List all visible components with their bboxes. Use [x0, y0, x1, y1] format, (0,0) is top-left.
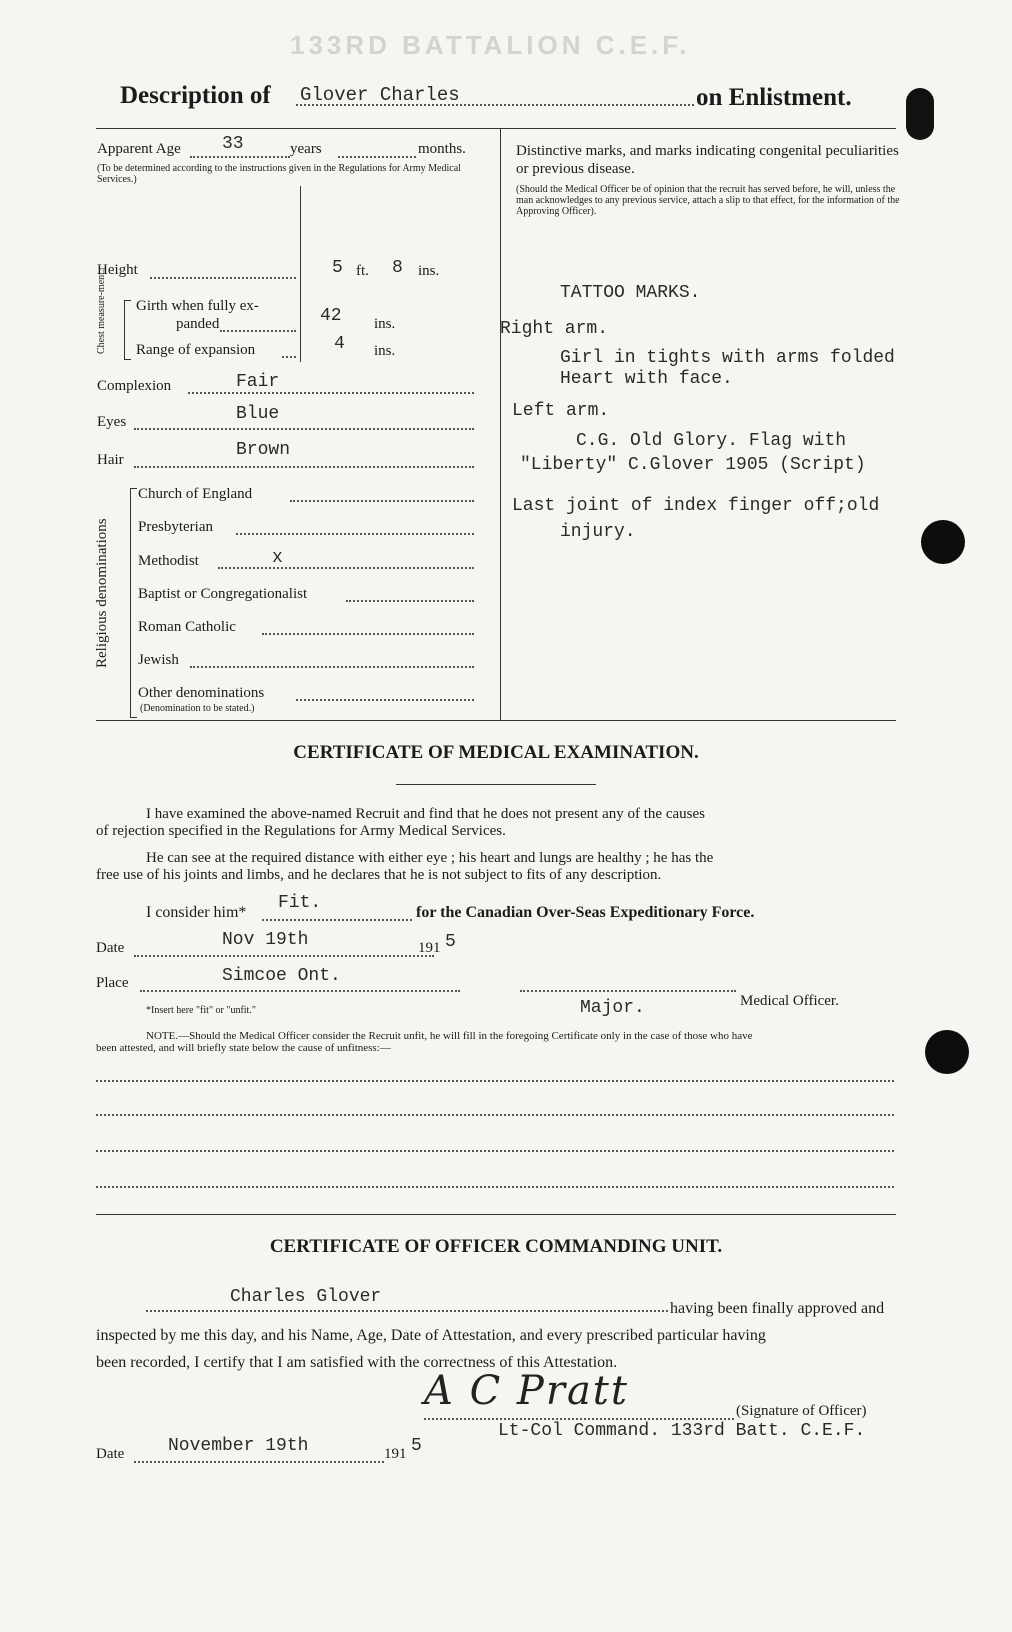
signature-label: (Signature of Officer): [736, 1403, 867, 1419]
unfitness-line-3: [96, 1150, 894, 1152]
complexion-label: Complexion: [97, 378, 172, 394]
top-rule: [96, 128, 896, 129]
medical-bottom-rule: [96, 1214, 896, 1215]
medical-date-year-suffix: 5: [445, 932, 456, 952]
unfitness-line-2: [96, 1114, 894, 1116]
religion-roman-catholic: Roman Catholic: [138, 619, 236, 635]
mark-liberty: "Liberty" C.Glover 1905 (Script): [520, 455, 866, 475]
age-value: 33: [222, 134, 244, 154]
religion-baptist: Baptist or Congregationalist: [138, 586, 308, 602]
consider-value: Fit.: [278, 893, 322, 913]
section-rule: [96, 720, 896, 721]
religion-other: Other denominations: [138, 685, 265, 701]
unfit-note-line2: been attested, and will briefly state below the cause of unfitness:—: [96, 1042, 391, 1054]
mark-injury: injury.: [560, 522, 636, 542]
recruit-name: Glover Charles: [300, 84, 460, 106]
religion-methodist-mark: x: [272, 548, 283, 568]
religion-line-7: [296, 699, 474, 701]
previous-service-note: (Should the Medical Officer be of opinion that the recruit has served before, he will, unless the man acknowledges to any previous service, attach a slip to that effect, for the information of the Approving Officer).: [516, 184, 900, 217]
commanding-date-year-prefix: 191: [384, 1446, 407, 1462]
signature-line: [424, 1418, 734, 1420]
mark-finger: Last joint of index finger off;old: [512, 496, 880, 516]
age-line: [190, 156, 290, 158]
hair-label: Hair: [97, 452, 124, 468]
column-divider: [500, 128, 501, 720]
medical-para1-line1: I have examined the above-named Recruit and find that he does not present any of the causes: [146, 806, 705, 822]
religion-church-of-england: Church of England: [138, 486, 253, 502]
chest-brace: [124, 300, 131, 360]
medical-date-line: [134, 955, 434, 957]
commanding-line3: been recorded, I certify that I am satisfied with the correctness of this Attestation.: [96, 1354, 618, 1371]
ins-label: ins.: [418, 263, 440, 279]
commanding-recruit-name: Charles Glover: [230, 1287, 382, 1307]
range-unit: ins.: [374, 343, 396, 359]
tattoo-marks-heading: TATTOO MARKS.: [560, 283, 701, 303]
religion-line-6: [190, 666, 474, 668]
religion-line-4: [346, 600, 474, 602]
commanding-line2: inspected by me this day, and his Name, Age, Date of Attestation, and every prescribed particular having: [96, 1327, 766, 1344]
place-value: Simcoe Ont.: [222, 966, 341, 986]
girth-value: 42: [320, 306, 342, 326]
medical-officer-rank: Major.: [580, 998, 645, 1018]
unfitness-line-4: [96, 1186, 894, 1188]
place-line: [140, 990, 460, 992]
punch-hole-2: [925, 1030, 969, 1074]
chest-label: Chest measure-ment.: [96, 269, 107, 354]
religion-methodist: Methodist: [138, 553, 199, 569]
commanding-line1-suffix: having been finally approved and: [670, 1300, 885, 1317]
place-label: Place: [96, 975, 129, 991]
medical-para2-line1: He can see at the required distance with either eye ; his heart and lungs are healthy ; he has the: [146, 850, 714, 866]
name-dotted-line: [296, 104, 694, 106]
punch-hole-1: [921, 520, 965, 564]
girth-unit: ins.: [374, 316, 396, 332]
girth-line: [220, 330, 296, 332]
commanding-officer-title: Lt-Col Command. 133rd Batt. C.E.F.: [498, 1421, 866, 1441]
religion-presbyterian: Presbyterian: [138, 519, 213, 535]
months-line: [338, 156, 416, 158]
unfit-note-line1: NOTE.—Should the Medical Officer consider the Recruit unfit, he will fill in the foregoing Certificate only in the case of those who have: [146, 1030, 753, 1042]
range-value: 4: [334, 334, 345, 354]
eyes-label: Eyes: [97, 414, 127, 430]
form-title-left: Description of: [120, 82, 271, 109]
unfitness-line-1: [96, 1080, 894, 1082]
girth-label-2: panded: [176, 316, 220, 332]
months-label: months.: [418, 141, 466, 157]
commanding-date-value: November 19th: [168, 1436, 309, 1456]
religion-line-2: [236, 533, 474, 535]
religion-line-5: [262, 633, 474, 635]
age-note: (To be determined according to the instructions given in the Regulations for Army Medical Services.): [97, 163, 461, 185]
complexion-value: Fair: [236, 372, 280, 392]
medical-certificate-title: CERTIFICATE OF MEDICAL EXAMINATION.: [293, 742, 699, 763]
hair-value: Brown: [236, 440, 291, 460]
mark-heart-with-face: Heart with face.: [560, 369, 733, 389]
commanding-certificate-title: CERTIFICATE OF OFFICER COMMANDING UNIT.: [269, 1236, 723, 1257]
medical-title-rule: [396, 784, 596, 785]
form-title-right: on Enlistment.: [696, 84, 852, 111]
medical-date-label: Date: [96, 940, 125, 956]
medical-date-year-prefix: 191: [418, 940, 441, 956]
distinctive-marks-heading: Distinctive marks, and marks indicating congenital peculiarities or previous disease.: [516, 143, 899, 177]
mark-girl-in-tights: Girl in tights with arms folded: [560, 348, 895, 368]
commanding-date-label: Date: [96, 1446, 125, 1462]
consider-label: I consider him*: [146, 904, 247, 921]
commanding-name-line: [146, 1310, 668, 1312]
religion-brace: [130, 488, 137, 718]
religion-line-3: [218, 567, 474, 569]
complexion-line: [188, 392, 474, 394]
consider-suffix: for the Canadian Over-Seas Expeditionary Force.: [416, 904, 755, 921]
commanding-date-line: [134, 1461, 384, 1463]
mark-right-arm: Right arm.: [500, 319, 609, 339]
girth-label-1: Girth when fully ex-: [136, 298, 259, 314]
height-in-value: 8: [392, 258, 403, 278]
height-ft-value: 5: [332, 258, 343, 278]
mark-left-arm: Left arm.: [512, 401, 610, 421]
left-inner-divider: [300, 186, 301, 362]
binder-clip-mark: [906, 88, 934, 140]
consider-line: [262, 919, 412, 921]
medical-date-value: Nov 19th: [222, 930, 309, 950]
insert-note: *Insert here "fit" or "unfit.": [146, 1005, 256, 1016]
age-label: Apparent Age: [97, 141, 181, 157]
religion-jewish: Jewish: [138, 652, 179, 668]
height-label: Height: [97, 262, 138, 278]
eyes-value: Blue: [236, 404, 280, 424]
medical-para2-line2: free use of his joints and limbs, and he declares that he is not subject to fits of any description.: [96, 867, 662, 883]
denomination-note: (Denomination to be stated.): [140, 703, 255, 714]
eyes-line: [134, 428, 474, 430]
officer-signature-line: [520, 990, 736, 992]
ft-label: ft.: [356, 263, 369, 279]
battalion-stamp: 133RD BATTALION C.E.F.: [290, 30, 691, 60]
range-line: [282, 356, 296, 358]
mark-old-glory: C.G. Old Glory. Flag with: [576, 431, 847, 451]
range-label: Range of expansion: [136, 342, 256, 358]
officer-signature: A C Pratt: [424, 1368, 629, 1414]
years-label: years: [290, 141, 322, 157]
religion-label: Religious denominations: [94, 518, 110, 668]
religion-line-1: [290, 500, 474, 502]
hair-line: [134, 466, 474, 468]
commanding-date-year-suffix: 5: [411, 1436, 422, 1456]
medical-officer-label: Medical Officer.: [740, 993, 839, 1009]
medical-para1-line2: of rejection specified in the Regulations for Army Medical Services.: [96, 823, 506, 839]
height-line: [150, 277, 296, 279]
